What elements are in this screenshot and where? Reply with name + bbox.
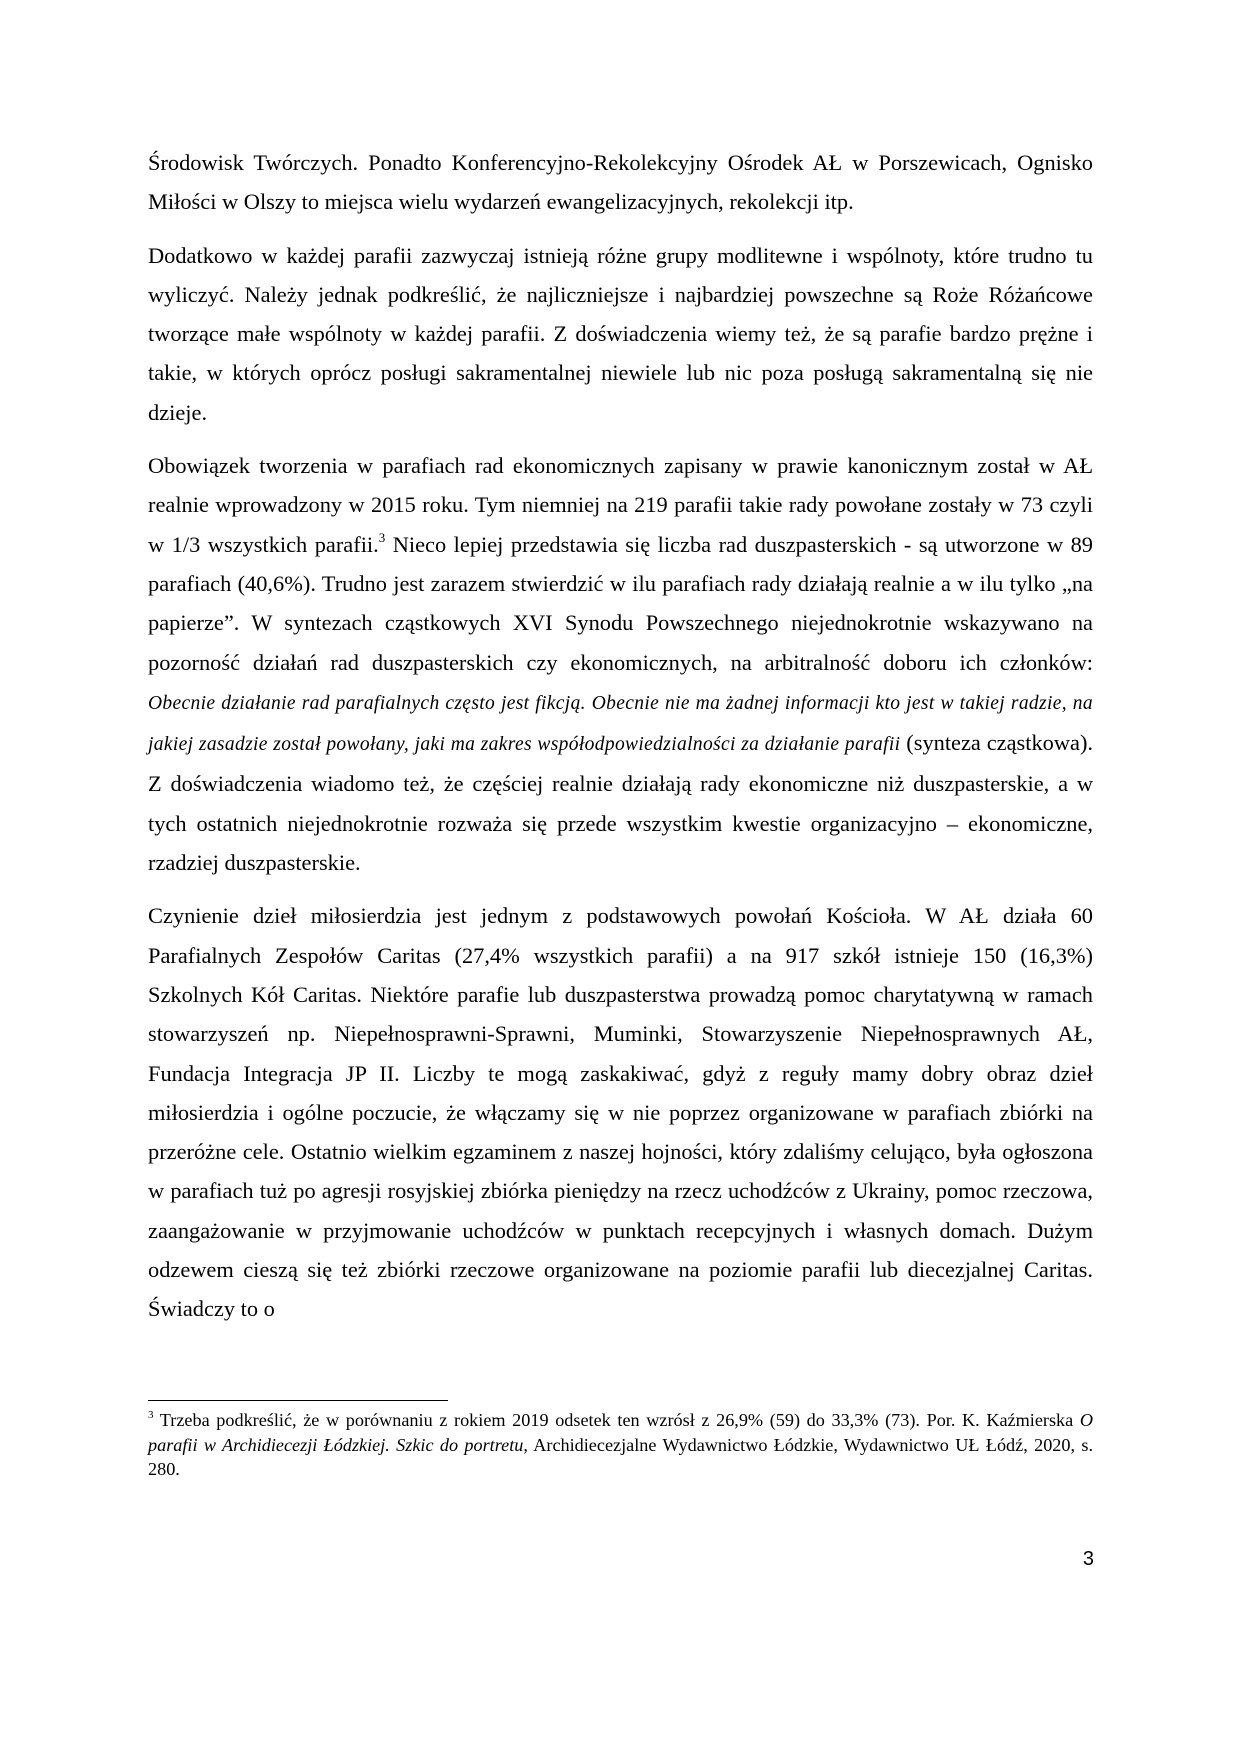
footnote-marker: 3 — [148, 1408, 154, 1421]
paragraph-3-text-c: (synteza cząstkowa). Z doświadczenia wiadomo też, że częściej realnie działają rady ekonomiczne niż duszpasterskie, a w tych ostatnich niejednokrotnie rozważa się przede wszystkim kwestie organizacyjno – ekonomiczne, rzadziej duszpasterskie. — [148, 730, 1094, 876]
footnote-book-title: O parafii w Archidiecezji Łódzkiej. Szkic do portretu — [148, 1410, 1093, 1455]
footnote-reference[interactable]: 3 — [378, 530, 386, 546]
paragraph-3-text-a: Obowiązek tworzenia w parafiach rad ekonomicznych zapisany w prawie kanonicznym został w AŁ realnie wprowadzony w 2015 roku. Tym niemniej na 219 parafii takie rady powołane zostały w 73 czyli w 1/3 wszystkich parafii. — [148, 453, 1093, 557]
footnote-text-b: , Archidiecezjalne Wydawnictwo Łódzkie, Wydawnictwo UŁ Łódź, 2020, s. 280. — [148, 1434, 1093, 1480]
paragraph-3 — [148, 446, 1093, 882]
body-text — [148, 143, 1093, 1343]
paragraph-2: Dodatkowo w każdej parafii zazwyczaj istnieją różne grupy modlitewne i wspólnoty, które trudno tu wyliczyć. Należy jednak podkreślić, że najliczniejsze i najbardziej powszechne są Roże Różańcowe tworzące małe wspólnoty w każdej parafii. Z doświadczenia wiemy też, że są parafie bardzo prężne i takie, w których oprócz posługi sakramentalnej niewiele lub nic poza posługą sakramentalną się nie dzieje. — [148, 242, 1093, 425]
page-number: 3 — [1082, 1548, 1094, 1570]
paragraph-4: Czynienie dzieł miłosierdzia jest jednym z podstawowych powołań Kościoła. W AŁ działa 60 Parafialnych Zespołów Caritas (27,4% wszystkich parafii) a na 917 szkół istnieje 150 (16,3%) Szkolnych Kół Caritas. Niektóre parafie lub duszpasterstwa prowadzą pomoc charytatywną w ramach stowarzyszeń np. Niepełnosprawni-Sprawni, Muminki, Stowarzyszenie Niepełnosprawnych AŁ, Fundacja Integracja JP II. Liczby te mogą zaskakiwać, gdyż z reguły mamy dobry obraz dzieł miłosierdzia i ogólne poczucie, że włączamy się w nie poprzez organizowane w parafiach zbiórki na przeróżne cele. Ostatnio wielkim egzaminem z naszej hojności, który zdaliśmy celująco, była ogłoszona w parafiach tuż po agresji rosyjskiej zbiórka pieniędzy na rzecz uchodźców z Ukrainy, pomoc rzeczowa, zaangażowanie w przyjmowanie uchodźców w punktach recepcyjnych i własnych domach. Dużym odzewem cieszą się też zbiórki rzeczowe organizowane na poziomie parafii lub diecezjalnej Caritas. Świadczy to o — [148, 903, 1093, 1322]
paragraph-3-text-b: Nieco lepiej przedstawia się liczba rad duszpasterskich - są utworzone w 89 parafiach (40,6%). Trudno jest zarazem stwierdzić w ilu parafiach rady działają realnie a w ilu tylko „na papierze”. W syntezach cząstkowych XVI Synodu Powszechnego niejednokrotnie wskazywano na pozorność działań rad duszpasterskich czy ekonomicznych, na arbitralność doboru ich członków: — [148, 531, 1093, 675]
footnote — [148, 1408, 1093, 1482]
synod-quote: Obecnie działanie rad parafialnych często jest fikcją. Obecnie nie ma żadnej informacji kto jest w takiej radzie, na jakiej zasadzie został powołany, jaki ma zakres współodpowiedzialności za działanie parafii — [148, 692, 1093, 756]
paragraph-1: Środowisk Twórczych. Ponadto Konferencyjno-Rekolekcyjny Ośrodek AŁ w Porszewicach, Ognisko Miłości w Olszy to miejsca wielu wydarzeń ewangelizacyjnych, rekolekcji itp. — [148, 150, 1093, 215]
footnote-text-a: Trzeba podkreślić, że w porównaniu z rokiem 2019 odsetek ten wzrósł z 26,9% (59) do 33,3% (73). Por. K. Kaźmierska — [153, 1410, 1080, 1430]
footnote-separator — [148, 1400, 448, 1401]
